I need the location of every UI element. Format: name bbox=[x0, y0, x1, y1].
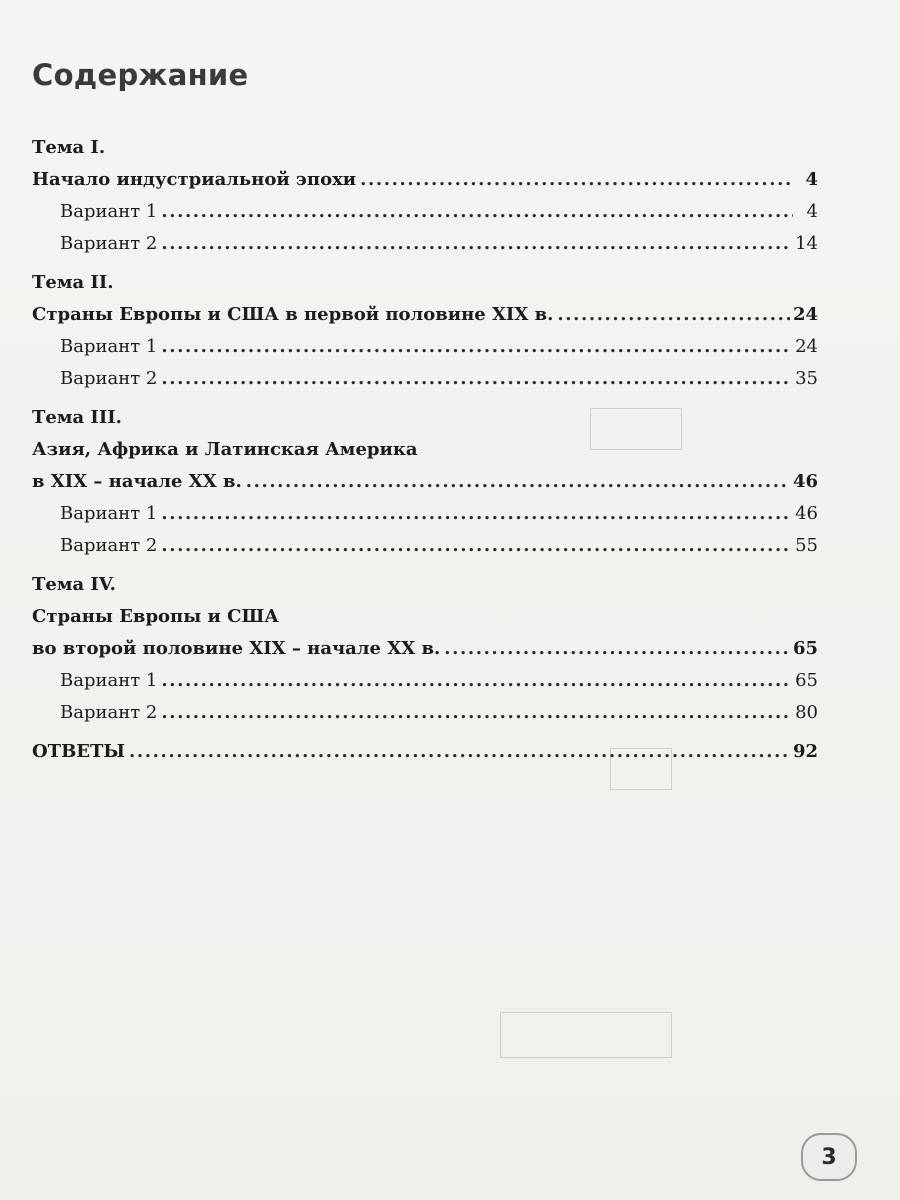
page-title: Содержание bbox=[32, 58, 249, 92]
toc-section-2 bbox=[32, 267, 818, 395]
toc-answers bbox=[32, 736, 818, 768]
toc-variant-entry[interactable] bbox=[32, 196, 818, 228]
toc-page-number: 46 bbox=[795, 503, 818, 524]
toc-entry[interactable] bbox=[32, 466, 818, 498]
toc-variant-entry[interactable] bbox=[32, 498, 818, 530]
toc-variant-label: Вариант 1 bbox=[60, 336, 158, 357]
toc-section-title: Страны Европы и США bbox=[32, 606, 279, 627]
toc-leader-dots bbox=[161, 665, 792, 697]
toc-section-heading bbox=[32, 267, 818, 299]
toc-page-number: 65 bbox=[792, 638, 818, 659]
toc-variant-label: Вариант 2 bbox=[60, 535, 158, 556]
toc-leader-dots bbox=[161, 331, 792, 363]
toc-leader-dots bbox=[161, 498, 792, 530]
toc-section-1 bbox=[32, 132, 818, 260]
toc-entry[interactable] bbox=[32, 164, 818, 196]
toc-variant-label: Вариант 1 bbox=[60, 670, 158, 691]
toc-leader-dots bbox=[444, 633, 790, 665]
toc-section-heading bbox=[32, 569, 818, 601]
toc-page-number: 4 bbox=[806, 201, 818, 222]
toc-page-number: 65 bbox=[795, 670, 818, 691]
toc-section-3 bbox=[32, 402, 818, 562]
page-number: 3 bbox=[821, 1144, 837, 1170]
toc-variant-entry[interactable] bbox=[32, 228, 818, 260]
toc-section-title-line bbox=[32, 434, 818, 466]
toc-leader-dots bbox=[129, 736, 790, 768]
toc-page-number: 35 bbox=[795, 368, 818, 389]
toc-section-title: в XIX – начале XX в. bbox=[32, 471, 242, 492]
toc-section-title: Начало индустриальной эпохи bbox=[32, 169, 357, 190]
toc-variant-entry[interactable] bbox=[32, 363, 818, 395]
toc-section-number: Тема III. bbox=[32, 407, 122, 428]
toc-leader-dots bbox=[360, 164, 793, 196]
toc-section-title: Страны Европы и США в первой половине XIX в. bbox=[32, 304, 554, 325]
toc-section-title: Азия, Африка и Латинская Америка bbox=[32, 439, 418, 460]
page-number-badge bbox=[801, 1133, 857, 1181]
toc-leader-dots bbox=[161, 530, 792, 562]
toc-entry[interactable] bbox=[32, 736, 818, 768]
toc-page-number: 24 bbox=[795, 336, 818, 357]
toc-section-number: Тема II. bbox=[32, 272, 114, 293]
toc-leader-dots bbox=[161, 228, 792, 260]
table-of-contents bbox=[32, 132, 818, 775]
toc-variant-label: Вариант 1 bbox=[60, 503, 158, 524]
toc-section-number: Тема IV. bbox=[32, 574, 116, 595]
toc-leader-dots bbox=[161, 363, 792, 395]
toc-section-title: во второй половине XIX – начале XX в. bbox=[32, 638, 441, 659]
toc-page-number: 14 bbox=[795, 233, 818, 254]
toc-page-number: 80 bbox=[795, 702, 818, 723]
toc-variant-entry[interactable] bbox=[32, 331, 818, 363]
toc-section-heading bbox=[32, 402, 818, 434]
toc-page-number: 4 bbox=[805, 169, 818, 190]
toc-leader-dots bbox=[161, 697, 792, 729]
toc-section-4 bbox=[32, 569, 818, 729]
toc-leader-dots bbox=[161, 196, 793, 228]
toc-variant-label: Вариант 2 bbox=[60, 368, 158, 389]
toc-page-number: 46 bbox=[792, 471, 818, 492]
toc-variant-label: Вариант 1 bbox=[60, 201, 158, 222]
toc-variant-entry[interactable] bbox=[32, 530, 818, 562]
toc-section-number: Тема I. bbox=[32, 137, 106, 158]
toc-entry[interactable] bbox=[32, 299, 818, 331]
toc-leader-dots bbox=[246, 466, 790, 498]
toc-page-number: 55 bbox=[795, 535, 818, 556]
toc-answers-label: ОТВЕТЫ bbox=[32, 741, 126, 762]
toc-page-number: 24 bbox=[792, 304, 818, 325]
toc-variant-entry[interactable] bbox=[32, 697, 818, 729]
toc-section-title-line bbox=[32, 601, 818, 633]
toc-variant-label: Вариант 2 bbox=[60, 702, 158, 723]
toc-variant-entry[interactable] bbox=[32, 665, 818, 697]
toc-leader-dots bbox=[557, 299, 790, 331]
toc-page-number: 92 bbox=[792, 741, 818, 762]
toc-section-heading bbox=[32, 132, 818, 164]
toc-variant-label: Вариант 2 bbox=[60, 233, 158, 254]
bleed-through-box bbox=[500, 1012, 672, 1058]
toc-entry[interactable] bbox=[32, 633, 818, 665]
